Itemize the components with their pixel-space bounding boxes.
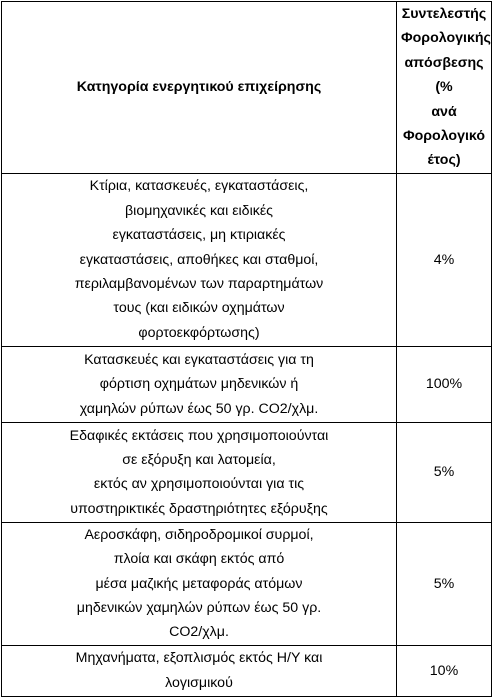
table-header-row (2, 2, 492, 174)
table-row (2, 346, 492, 422)
category-text: Κατασκευές και εγκαταστάσεις για τη φόρτιση οχημάτων μηδενικών ή χαμηλών ρύπων έως 50 γρ. CO2/χλμ. (79, 351, 319, 417)
rate-cell (397, 645, 492, 696)
header-category-label: Κατηγορία ενεργητικού επιχείρησης (76, 79, 322, 96)
rate-cell (397, 522, 492, 645)
table-row (2, 422, 492, 522)
rate-cell (397, 173, 492, 346)
table-row (2, 173, 492, 346)
category-text: Εδαφικές εκτάσεις που χρησιμοποιούνται σε εξόρυξη και λατομεία, εκτός αν χρησιμοποιούνται για τις υποστηρικτικές δραστηριότητες εξόρυξης (69, 427, 329, 517)
rate-cell (397, 346, 492, 422)
depreciation-rates-table (1, 1, 492, 697)
category-text: Αεροσκάφη, σιδηροδρομικοί συρμοί, πλοία και σκάφη εκτός από μέσα μαζικής μεταφοράς ατόμων μηδενικών χαμηλών ρύπων έως 50 γρ. CO2/χλμ. (76, 526, 322, 641)
category-cell (2, 522, 397, 645)
header-rate (397, 2, 492, 174)
rate-value: 100% (425, 376, 463, 393)
rate-value: 5% (433, 575, 455, 592)
header-rate-label: Συντελεστής Φορολογικής απόσβεσης (% ανά Φορολογικό έτος) (401, 6, 491, 169)
category-cell (2, 346, 397, 422)
table-row (2, 522, 492, 645)
rate-value: 10% (429, 662, 459, 679)
rate-value: 5% (433, 464, 455, 481)
category-cell (2, 645, 397, 696)
rate-value: 4% (433, 251, 455, 268)
category-text: Κτίρια, κατασκευές, εγκαταστάσεις, βιομηχανικές και ειδικές εγκαταστάσεις, μη κτιριακές εγκαταστάσεις, αποθήκες και σταθμοί, περιλαμβανομένων των παραρτημάτων τους (και ειδικών οχημάτων φορτοεκφόρτωσης) (74, 178, 324, 341)
table-row (2, 645, 492, 696)
rate-cell (397, 422, 492, 522)
category-cell (2, 173, 397, 346)
category-cell (2, 422, 397, 522)
category-text: Μηχανήματα, εξοπλισμός εκτός Η/Υ και λογισμικού (75, 650, 323, 691)
header-category (2, 2, 397, 174)
